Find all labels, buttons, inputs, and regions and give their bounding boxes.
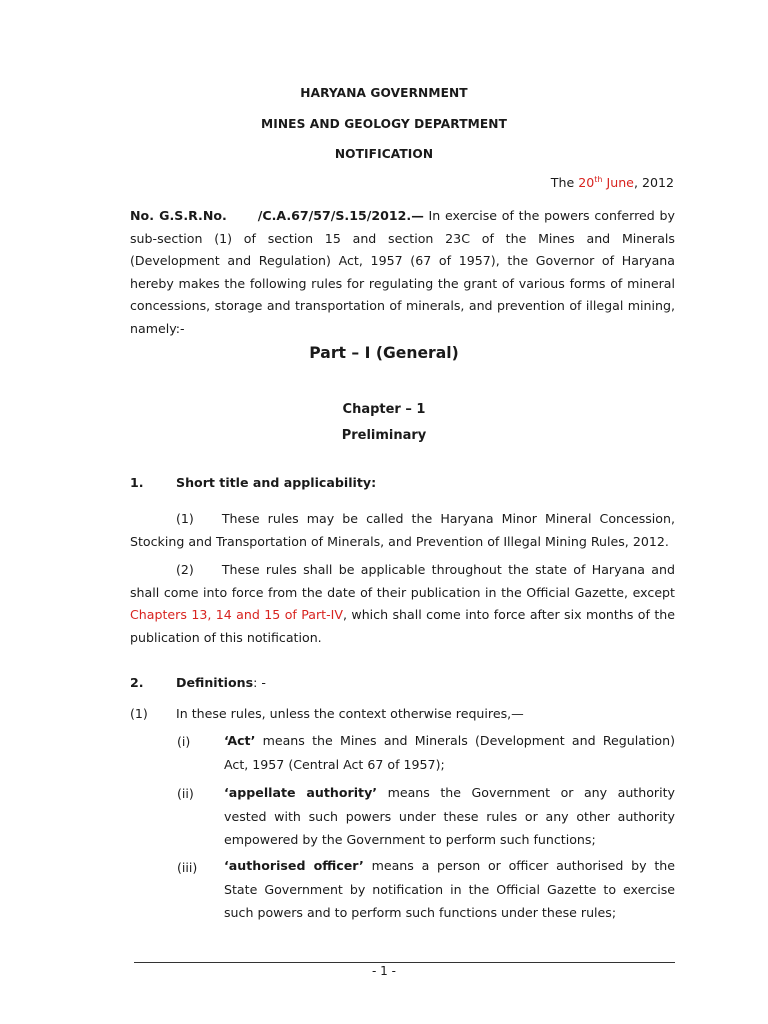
part-title: Part – I (General): [309, 344, 459, 362]
subrule-2-number: (2): [176, 562, 194, 577]
section-2-number: 2.: [130, 675, 144, 690]
preamble-paragraph: [130, 205, 675, 340]
clause-1-number: (1): [130, 706, 148, 721]
section-1-subrule-1: [130, 508, 675, 553]
subrule-2-exception: Chapters 13, 14 and 15 of Part-IV: [130, 607, 343, 622]
footer-rule: [134, 962, 675, 963]
definition-act: ‘Act’ means the Mines and Minerals (Development and Regulation) Act, 1957 (Central Act 67 of 1957);: [224, 733, 675, 772]
date-prefix: The: [550, 175, 579, 190]
section-1-number: 1.: [130, 475, 144, 490]
date-day: 20th June: [578, 174, 634, 190]
subrule-1-text: These rules may be called the Haryana Minor Mineral Concession, Stocking and Transportation of Minerals, and Prevention of Illegal Mining Rules, 2012.: [130, 511, 675, 549]
section-1-subrule-2: [130, 559, 675, 649]
page-number: - 1 -: [372, 964, 396, 978]
section-1-title: Short title and applicability:: [176, 475, 377, 490]
definition-i-number: (i): [177, 734, 191, 749]
subrule-2-text-end: , which shall come into force after six months of the publication of this notification.: [130, 607, 675, 645]
subrule-2-text: These rules shall be applicable throughout the state of Haryana and shall come into force from the date of their publication in the Official Gazette, except: [130, 562, 675, 600]
header-notification: NOTIFICATION: [334, 147, 434, 161]
definition-authorised-officer: ‘authorised officer’ means a person or officer authorised by the State Government by notification in the Official Gazette to exercise such powers and to perform such functions under these rules;: [224, 858, 675, 920]
clause-1-text: In these rules, unless the context otherwise requires,—: [176, 706, 524, 721]
preamble-text: In exercise of the powers conferred by sub-section (1) of section 15 and section 23C of the Mines and Minerals (Development and Regulation) Act, 1957 (67 of 1957), the Governor of Haryana hereby makes the following rules for regulating the grant of various forms of mineral concessions, storage and transportation of minerals, and prevention of illegal mining, namely:-: [130, 208, 675, 336]
definition-iii-number: (iii): [177, 860, 198, 875]
date-year: , 2012: [633, 175, 674, 190]
chapter-number: Chapter – 1: [342, 402, 426, 417]
definition-ii-number: (ii): [177, 786, 194, 801]
definition-appellate-authority: ‘appellate authority’ means the Government or any authority vested with such powers under these rules or any other authority empowered by the Government to perform such functions;: [224, 785, 675, 847]
header-department: MINES AND GEOLOGY DEPARTMENT: [261, 117, 507, 131]
notification-number: No. G.S.R.No. /C.A.67/57/S.15/2012.: [130, 208, 412, 223]
subrule-1-number: (1): [176, 511, 194, 526]
notification-date: [551, 175, 674, 190]
preamble-dash: —: [411, 208, 424, 223]
chapter-name: Preliminary: [341, 428, 427, 443]
section-2-title: Definitions: -: [176, 675, 266, 690]
header-government: HARYANA GOVERNMENT: [300, 86, 468, 100]
